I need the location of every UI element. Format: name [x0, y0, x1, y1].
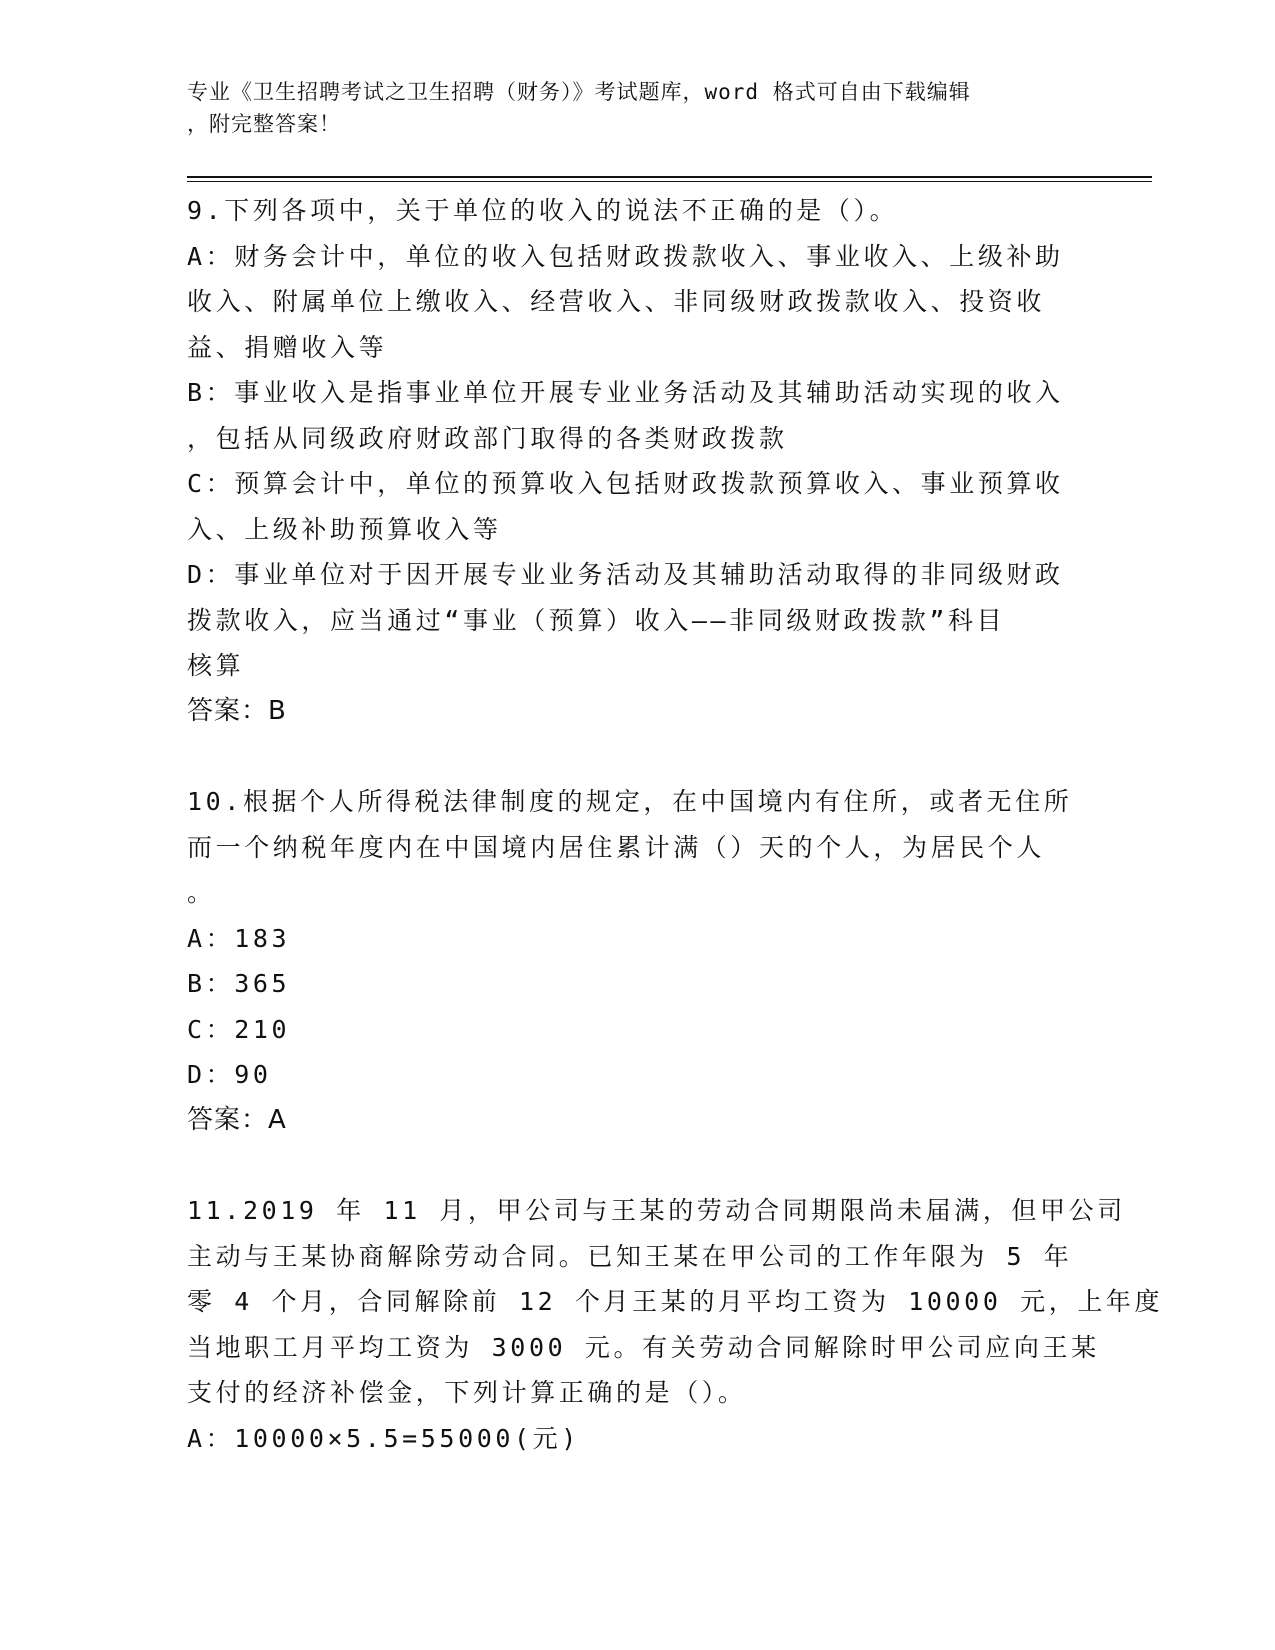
- question-11-stem-cont: 零 4 个月，合同解除前 12 个月王某的月平均工资为 10000 元，上年度: [187, 1287, 1164, 1316]
- question-10: [187, 779, 1107, 1143]
- question-9-answer: 答案：B: [187, 695, 287, 726]
- question-11: [187, 1188, 1164, 1461]
- question-11-stem: 11.2019 年 11 月，甲公司与王某的劳动合同期限尚未届满，但甲公司: [187, 1196, 1126, 1225]
- question-spacer: [187, 734, 1107, 779]
- header-line-2: ，附完整答案！: [187, 112, 341, 136]
- question-9-option-c: C：预算会计中，单位的预算收入包括财政拨款预算收入、事业预算收: [187, 469, 1064, 498]
- question-9-option-b: B：事业收入是指事业单位开展专业业务活动及其辅助活动实现的收入: [187, 378, 1064, 407]
- question-9-stem: 9.下列各项中，关于单位的收入的说法不正确的是（）。: [187, 196, 899, 225]
- question-9-option-c-cont: 入、上级补助预算收入等: [187, 514, 502, 544]
- question-10-stem-cont: 。: [187, 878, 216, 907]
- question-9-option-a: A：财务会计中，单位的收入包括财政拨款收入、事业收入、上级补助: [187, 241, 1064, 271]
- question-11-stem-cont: 主动与王某协商解除劳动合同。已知王某在甲公司的工作年限为 5 年: [187, 1241, 1073, 1271]
- question-11-option-a: A：10000×5.5=55000(元): [187, 1423, 580, 1453]
- question-10-stem-cont: 而一个纳税年度内在中国境内居住累计满（）天的个人，为居民个人: [187, 832, 1046, 862]
- question-11-stem-cont: 支付的经济补偿金，下列计算正确的是（）。: [187, 1378, 747, 1407]
- header-divider-thick: [187, 176, 1152, 178]
- header-line-1: 专业《卫生招聘考试之卫生招聘（财务）》考试题库，word 格式可自由下载编辑: [187, 80, 971, 104]
- header-divider-thin: [187, 181, 1152, 182]
- question-9-option-d-cont: 拨款收入，应当通过“事业（预算）收入——非同级财政拨款”科目: [187, 605, 1006, 635]
- question-9-option-d: D：事业单位对于因开展专业业务活动及其辅助活动取得的非同级财政: [187, 560, 1064, 589]
- page-header: [187, 76, 1087, 140]
- question-10-option-d: D：90: [187, 1060, 272, 1089]
- question-9-option-d-cont: 核算: [187, 651, 245, 680]
- question-9-option-b-cont: ，包括从同级政府财政部门取得的各类财政拨款: [187, 423, 788, 453]
- question-10-option-b: B：365: [187, 969, 291, 998]
- question-11-stem-cont: 当地职工月平均工资为 3000 元。有关劳动合同解除时甲公司应向王某: [187, 1332, 1100, 1362]
- question-9-option-a-cont: 益、捐赠收入等: [187, 332, 388, 362]
- question-list: [187, 188, 1164, 1461]
- question-10-option-a: A：183: [187, 923, 291, 953]
- question-10-option-c: C：210: [187, 1014, 291, 1044]
- question-9-option-a-cont: 收入、附属单位上缴收入、经营收入、非同级财政拨款收入、投资收: [187, 287, 1046, 316]
- question-9: [187, 188, 1107, 734]
- question-spacer: [187, 1143, 1107, 1188]
- question-10-answer: 答案：A: [187, 1104, 287, 1135]
- question-10-stem: 10.根据个人所得税法律制度的规定，在中国境内有住所，或者无住所: [187, 787, 1073, 816]
